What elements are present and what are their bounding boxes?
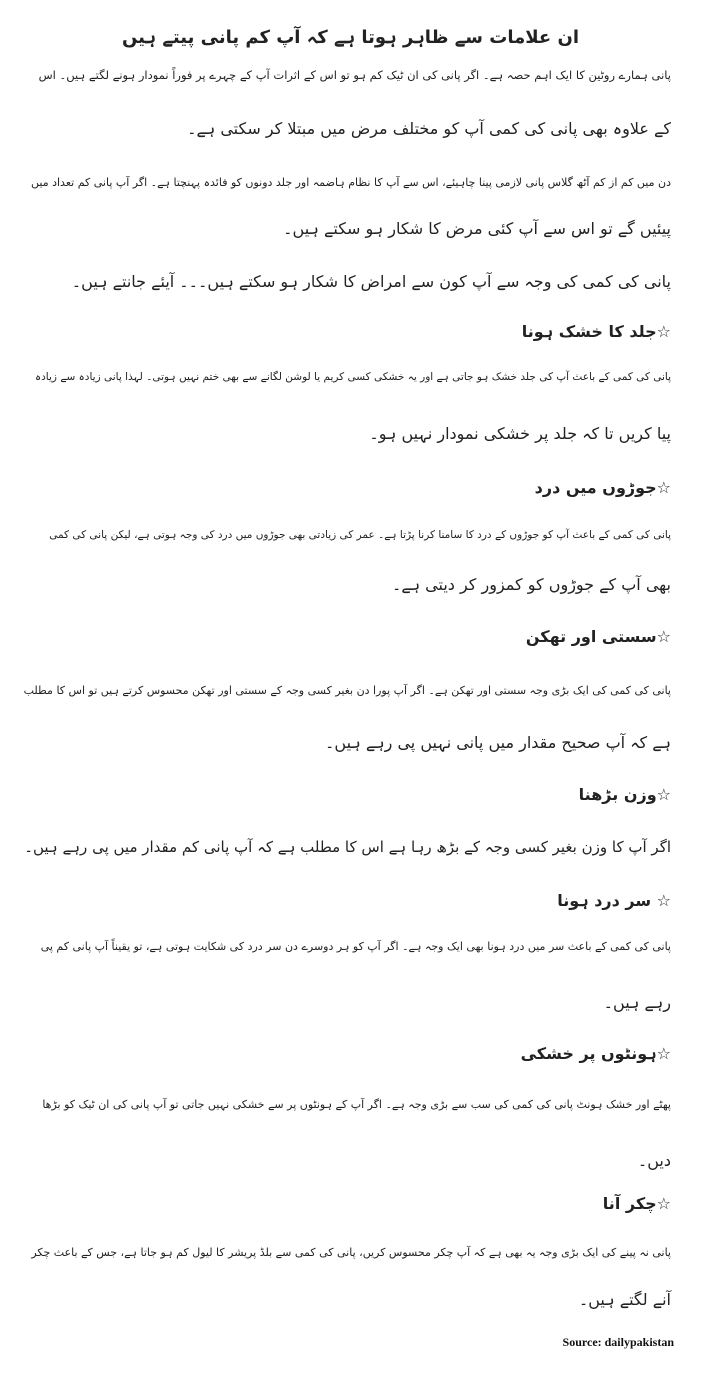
section-line: اگر آپ کا وزن بغیر کسی وجہ کے بڑھ رہا ہے اس کا مطلب ہے کہ آپ پانی کم مقدار میں پی رہے ہیں۔ — [24, 838, 671, 856]
section-line: دیں۔ — [637, 1151, 671, 1170]
daily-line-2: پیئیں گے تو اس سے آپ کئی مرض کا شکار ہو سکتے ہیں۔ — [283, 219, 671, 238]
intro-line-2: کے علاوہ بھی پانی کی کمی آپ کو مختلف مرض میں مبتلا کر سکتی ہے۔ — [187, 119, 671, 138]
section-heading-fatigue: ☆سستی اور تھکن — [525, 627, 671, 646]
section-heading-joint-pain: ☆جوڑوں میں درد — [534, 478, 671, 497]
section-line: پانی نہ پینے کی ایک بڑی وجہ یہ بھی ہے کہ آپ چکر محسوس کریں، پانی کی کمی سے بلڈ پریشر کا لیول کم ہو جاتا ہے، جس کے باعث چکر — [31, 1246, 671, 1259]
section-line: پانی کی کمی کے باعث آپ کی جلد خشک ہو جاتی ہے اور یہ خشکی کسی کریم یا لوشن لگانے سے بھی ختم نہیں ہوتی۔ لہذا پانی زیادہ سے زیادہ — [34, 371, 671, 383]
section-line: آنے لگتے ہیں۔ — [578, 1290, 671, 1309]
section-heading-weight-gain: ☆وزن بڑھنا — [578, 785, 671, 804]
article-title: ان علامات سے ظاہر ہوتا ہے کہ آپ کم پانی پیتے ہیں — [121, 27, 579, 48]
source-credit: Source: dailypakistan — [562, 1335, 674, 1349]
section-heading-dizziness: ☆چکر آنا — [602, 1194, 671, 1213]
intro-line-1: پانی ہمارے روٹین کا ایک اہم حصہ ہے۔ اگر پانی کی ان ٹیک کم ہو تو اس کے اثرات آپ کے چہرے پر فوراً نمودار ہونے لگتے ہیں۔ اس — [38, 68, 671, 82]
section-line: پانی کی کمی کے باعث آپ کو جوڑوں کے درد کا سامنا کرنا پڑتا ہے۔ عمر کی زیادتی بھی جوڑوں میں درد کی وجہ ہوتی ہے، لیکن پانی کی کمی — [49, 529, 671, 541]
daily-line-1: دن میں کم از کم آٹھ گلاس پانی لازمی پینا چاہیئے، اس سے آپ کا نظام ہاضمہ اور جلد دونوں کو فائدہ پہنچتا ہے۔ اگر آپ پانی کم تعداد میں — [31, 176, 671, 189]
section-line: پانی کی کمی کے باعث سر میں درد ہونا بھی ایک وجہ ہے۔ اگر آپ کو ہر دوسرے دن سر درد کی شکایت ہوتی ہے، تو یقیناً آپ پانی کم پی — [40, 940, 671, 953]
section-heading-headache: ☆ سر درد ہونا — [557, 891, 671, 910]
lead-paragraph: پانی کی کمی کی وجہ سے آپ کون سے امراض کا شکار ہو سکتے ہیں۔۔۔ آیئے جانتے ہیں۔ — [71, 272, 671, 291]
section-line: بھی آپ کے جوڑوں کو کمزور کر دیتی ہے۔ — [391, 575, 671, 594]
section-line: پھٹے اور خشک ہونٹ پانی کی کمی کی سب سے بڑی وجہ ہے۔ اگر آپ کے ہونٹوں پر سے خشکی نہیں جاتی تو آپ پانی کی ان ٹیک کو بڑھا — [42, 1098, 671, 1111]
section-line: رہے ہیں۔ — [603, 993, 671, 1012]
section-heading-dry-skin: ☆جلد کا خشک ہونا — [521, 322, 671, 341]
section-line: پیا کریں تا کہ جلد پر خشکی نمودار نہیں ہو۔ — [369, 424, 671, 443]
section-line: ہے کہ آپ صحیح مقدار میں پانی نہیں پی رہے ہیں۔ — [325, 733, 671, 752]
section-heading-dry-lips: ☆ہونٹوں پر خشکی — [520, 1044, 671, 1063]
section-line: پانی کی کمی کی ایک بڑی وجہ سستی اور تھکن ہے۔ اگر آپ پورا دن بغیر کسی وجہ کے سستی اور تھکن محسوس کرتے ہیں تو اس کا مطلب — [23, 684, 671, 697]
